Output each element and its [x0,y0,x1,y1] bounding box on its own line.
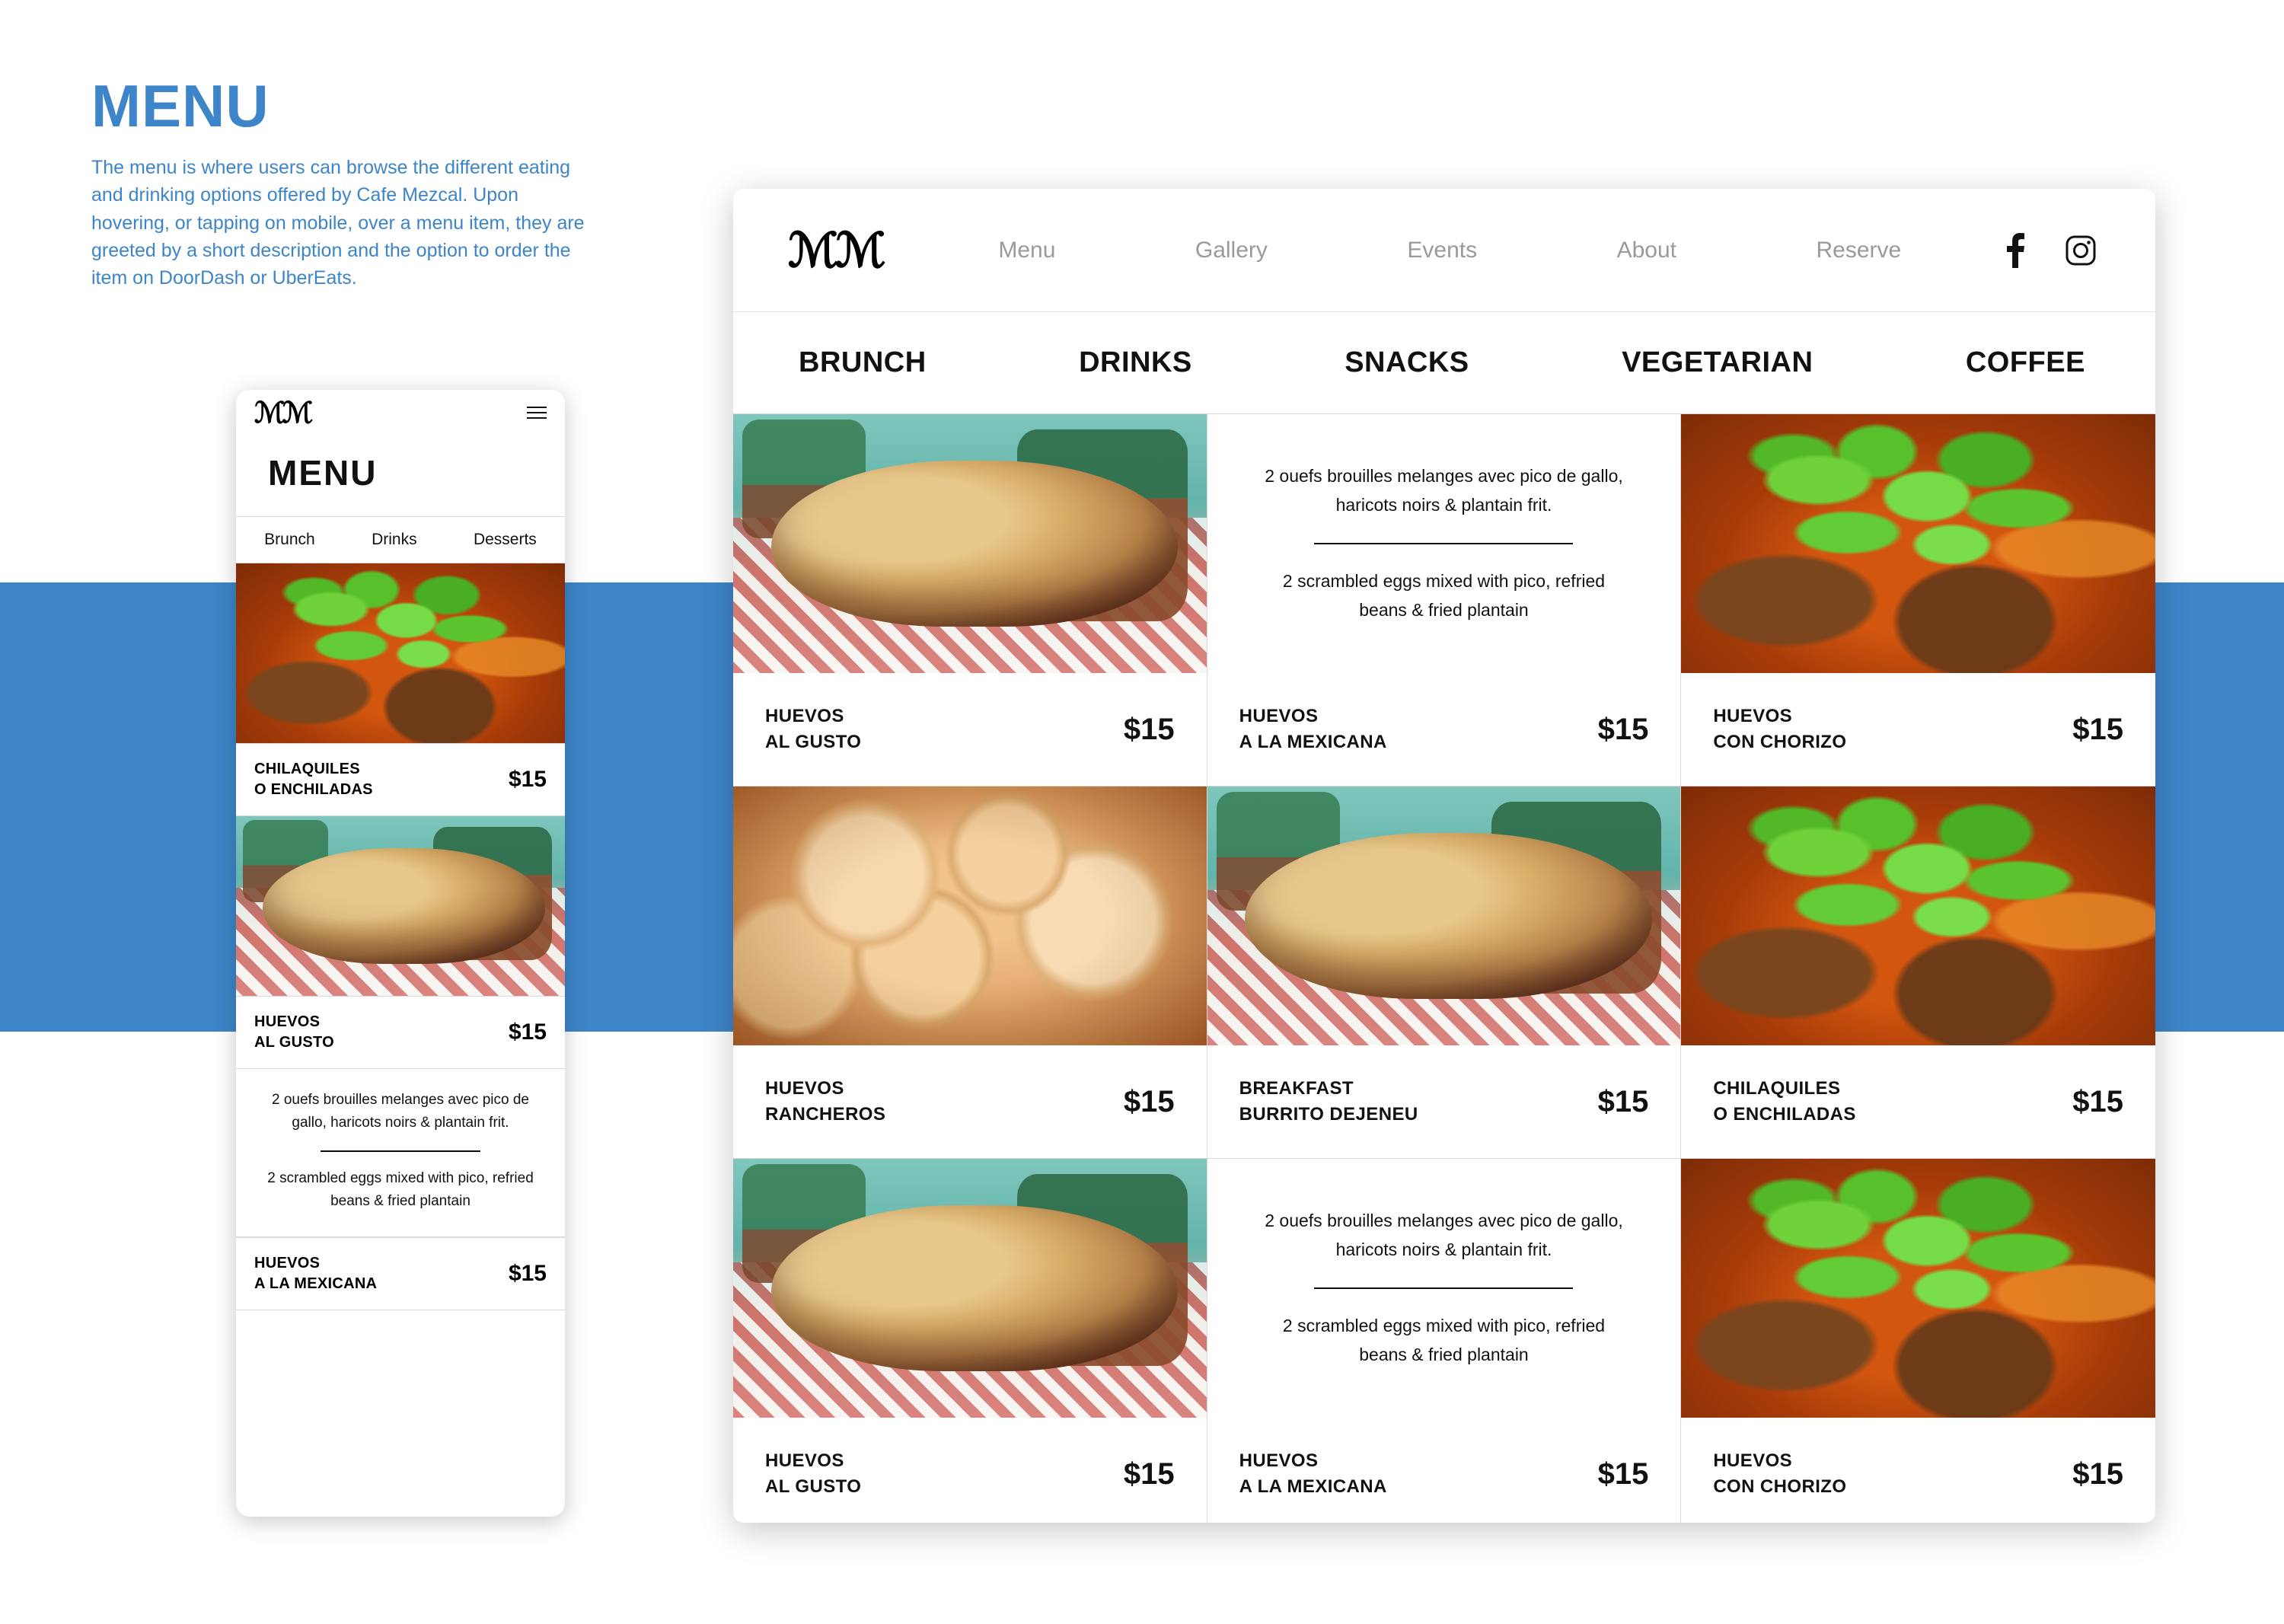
tab-desserts[interactable]: Desserts [473,531,537,548]
item-description-en: 2 scrambled eggs mixed with pico, refried beans & fried plantain [267,1169,534,1210]
social-links [2006,233,2096,268]
item-name-line2: CON CHORIZO [1713,732,1847,752]
item-name [254,759,373,800]
item-description [236,1069,565,1237]
page-title: MENU [91,72,270,139]
intro-column [91,72,617,292]
item-name-line2: A LA MEXICANA [1239,1476,1387,1497]
menu-card-info [1681,1418,2155,1523]
menu-card-photo[interactable] [1681,786,2155,1045]
item-name-line1: HUEVOS [765,1450,844,1472]
menu-card-photo[interactable] [733,414,1207,673]
logo-icon[interactable]: ℳℳ [254,397,311,429]
item-name [1239,1448,1387,1499]
item-name-line2: AL GUSTO [765,732,862,752]
item-name-line1: HUEVOS [1713,706,1793,727]
food-photo-torta [733,1159,1207,1418]
food-photo-birria [1681,786,2155,1045]
item-description-fr: 2 ouefs brouilles melanges avec pico de gallo, haricots noirs & plantain frit. [272,1092,529,1131]
menu-card-info [1681,673,2155,786]
desktop-mockup [733,189,2155,1523]
food-photo-torta [733,414,1207,673]
item-price: $15 [2072,712,2123,746]
item-name-line2: A LA MEXICANA [1239,732,1387,752]
item-description [1207,414,1681,673]
menu-card-photo[interactable] [733,786,1207,1045]
item-name [1239,704,1387,755]
item-description [1207,1159,1681,1418]
menu-grid [733,414,2155,1523]
menu-card-info [733,673,1207,786]
item-price: $15 [1123,1456,1175,1491]
tab-drinks[interactable]: DRINKS [1079,346,1192,378]
item-price: $15 [2072,1456,2123,1491]
item-price: $15 [508,767,547,792]
food-photo-torta [1207,786,1681,1045]
item-name-line2: AL GUSTO [254,1034,335,1051]
item-description-fr: 2 ouefs brouilles melanges avec pico de gallo, haricots noirs & plantain frit. [1265,1211,1623,1260]
item-name-line1: HUEVOS [765,1078,844,1099]
divider [321,1150,480,1152]
nav-item-reserve[interactable]: Reserve [1816,237,1902,263]
item-name-line2: O ENCHILADAS [254,781,373,798]
menu-card[interactable] [733,414,1207,786]
menu-card-info [1207,1418,1681,1523]
site-navbar [733,189,2155,312]
nav-item-events[interactable]: Events [1407,237,1478,263]
list-item[interactable] [236,996,565,1069]
item-name [254,1253,377,1294]
item-price: $15 [1123,1084,1175,1118]
item-name-line2: CON CHORIZO [1713,1476,1847,1497]
food-photo-torta [236,816,565,996]
item-name-line1: CHILAQUILES [254,761,360,777]
item-name-line2: AL GUSTO [765,1476,862,1497]
mobile-tabs [236,516,565,563]
menu-card[interactable] [1681,1159,2155,1523]
item-name-line2: BURRITO DEJENEU [1239,1104,1418,1125]
menu-card-info [733,1418,1207,1523]
food-photo-pan-dulce [733,786,1207,1045]
menu-card-photo[interactable] [1681,414,2155,673]
mobile-mockup [236,390,565,1517]
menu-card[interactable] [1207,786,1682,1159]
facebook-icon[interactable] [2006,233,2026,268]
tab-coffee[interactable]: COFFEE [1965,346,2085,378]
list-item-photo[interactable] [236,816,565,996]
nav-item-gallery[interactable]: Gallery [1195,237,1268,263]
category-tabs [733,312,2155,414]
item-price: $15 [1597,712,1649,746]
menu-card[interactable] [1207,1159,1682,1523]
item-price: $15 [1597,1084,1649,1118]
food-photo-birria [1681,414,2155,673]
menu-card-photo[interactable] [733,1159,1207,1418]
mobile-header [236,390,565,436]
item-description-en: 2 scrambled eggs mixed with pico, refried beans & fried plantain [1282,571,1606,620]
item-name [254,1012,334,1053]
item-price: $15 [508,1260,547,1286]
item-price: $15 [2072,1084,2123,1118]
menu-card-info [1207,673,1681,786]
item-name [1713,704,1846,755]
item-name-line1: HUEVOS [1713,1450,1793,1472]
mobile-page-title: MENU [268,453,378,493]
item-name [765,1076,885,1127]
list-item-photo[interactable] [236,563,565,743]
tab-snacks[interactable]: SNACKS [1345,346,1469,378]
menu-card-info [1681,1045,2155,1158]
list-item[interactable] [236,1237,565,1310]
menu-icon[interactable] [527,407,547,419]
item-name-line1: BREAKFAST [1239,1078,1354,1099]
item-description-en: 2 scrambled eggs mixed with pico, refried beans & fried plantain [1282,1316,1606,1364]
item-description-fr: 2 ouefs brouilles melanges avec pico de gallo, haricots noirs & plantain frit. [1265,466,1623,515]
tab-vegetarian[interactable]: VEGETARIAN [1622,346,1813,378]
menu-card[interactable] [733,1159,1207,1523]
item-name [1713,1076,1855,1127]
item-name-line1: HUEVOS [1239,706,1319,727]
menu-card[interactable] [1681,786,2155,1159]
nav-links [929,238,1971,263]
tab-brunch[interactable]: BRUNCH [799,346,927,378]
divider [1314,1287,1573,1289]
item-name-line2: O ENCHILADAS [1713,1104,1856,1125]
item-name [765,1448,861,1499]
nav-item-about[interactable]: About [1616,237,1676,263]
menu-card[interactable] [1207,414,1682,786]
nav-item-menu[interactable]: Menu [998,237,1056,263]
item-name-line2: A LA MEXICANA [254,1275,378,1292]
food-photo-birria [1681,1159,2155,1418]
item-name [1239,1076,1418,1127]
item-name-line1: HUEVOS [1239,1450,1319,1472]
item-name-line1: HUEVOS [254,1254,321,1271]
instagram-icon[interactable] [2065,235,2096,266]
item-name [1713,1448,1846,1499]
food-photo-birria [236,563,565,743]
menu-card-photo[interactable] [1681,1159,2155,1418]
item-name-line1: HUEVOS [765,706,844,727]
item-name-line1: HUEVOS [254,1013,321,1030]
item-name-line2: RANCHEROS [765,1104,886,1125]
tab-brunch[interactable]: Brunch [264,531,315,548]
item-price: $15 [1597,1456,1649,1491]
page-description: The menu is where users can browse the different eating and drinking options offered by Cafe Mezcal. Upon hovering, or tapping on mobile, over a menu item, they are greeted by a short description and the option to order the item on DoorDash or UberEats. [91,157,585,289]
menu-card-photo[interactable] [1207,786,1681,1045]
menu-card-info [1207,1045,1681,1158]
item-name [765,704,861,755]
logo-icon[interactable]: ℳℳ [788,225,883,277]
tab-drinks[interactable]: Drinks [372,531,417,548]
menu-card-info [733,1045,1207,1158]
divider [1314,543,1573,544]
menu-card[interactable] [733,786,1207,1159]
list-item[interactable] [236,743,565,816]
item-price: $15 [1123,712,1175,746]
item-price: $15 [508,1019,547,1045]
item-name-line1: CHILAQUILES [1713,1078,1841,1099]
menu-card[interactable] [1681,414,2155,786]
